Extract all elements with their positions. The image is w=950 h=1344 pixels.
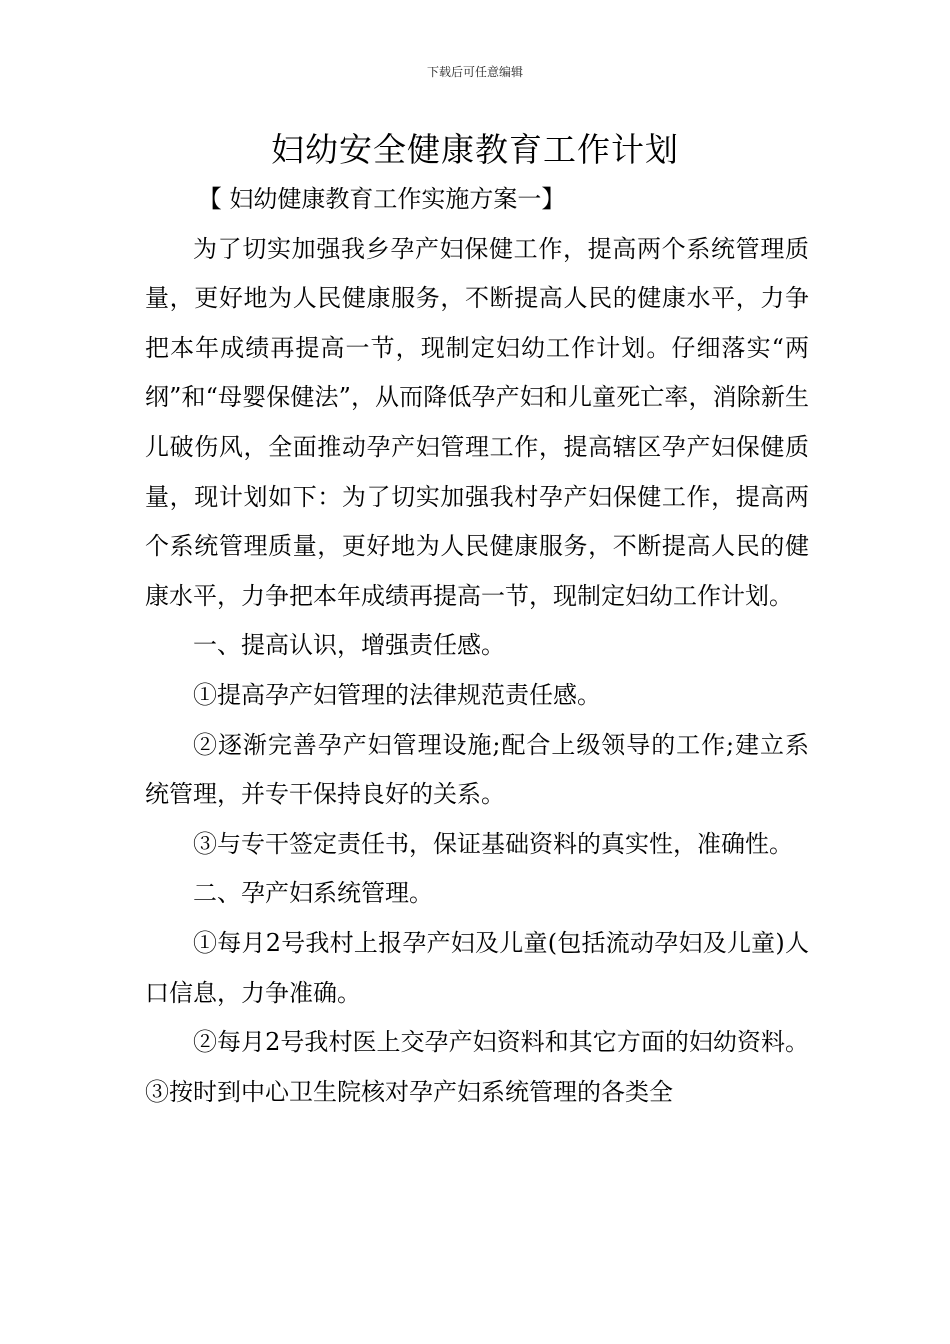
list-item: ①每月2号我村上报孕产妇及儿童(包括流动孕妇及儿童)人口信息，力争准确。 [145,928,809,1007]
document-body [145,175,809,1117]
section-heading-1: 一、提高认识，增强责任感。 [193,631,505,660]
list-item: ③与专干签定责任书，保证基础资料的真实性，准确性。 [193,829,793,858]
page-header-note: 下载后可任意编辑 [426,65,523,79]
paragraph-intro: 为了切实加强我乡孕产妇保健工作，提高两个系统管理质量，更好地为人民健康服务，不断提高人民的健康水平，力争把本年成绩再提高一节，现制定妇幼工作计划。仔细落实“两纲”和“母婴保健法”，从而降低孕产妇和儿童死亡率，消除新生儿破伤风，全面推动孕产妇管理工作，提高辖区孕产妇保健质量，现计划如下：为了切实加强我村孕产妇保健工作，提高两个系统管理质量，更好地为人民健康服务，不断提高人民的健康水平，力争把本年成绩再提高一节，现制定妇幼工作计划。 [145,234,809,610]
section-heading-2: 二、孕产妇系统管理。 [193,879,433,908]
document-title: 妇幼安全健康教育工作计划 [271,130,679,169]
list-item: ②每月2号我村医上交孕产妇资料和其它方面的妇幼资料。 ③按时到中心卫生院核对孕产妇系统管理的各类全 [145,1028,809,1106]
list-item: ①提高孕产妇管理的法律规范责任感。 [193,680,601,709]
document-subtitle: 【 妇幼健康教育工作实施方案一】 [197,185,566,213]
list-item: ②逐渐完善孕产妇管理设施;配合上级领导的工作;建立系统管理，并专干保持良好的关系。 [145,730,809,809]
